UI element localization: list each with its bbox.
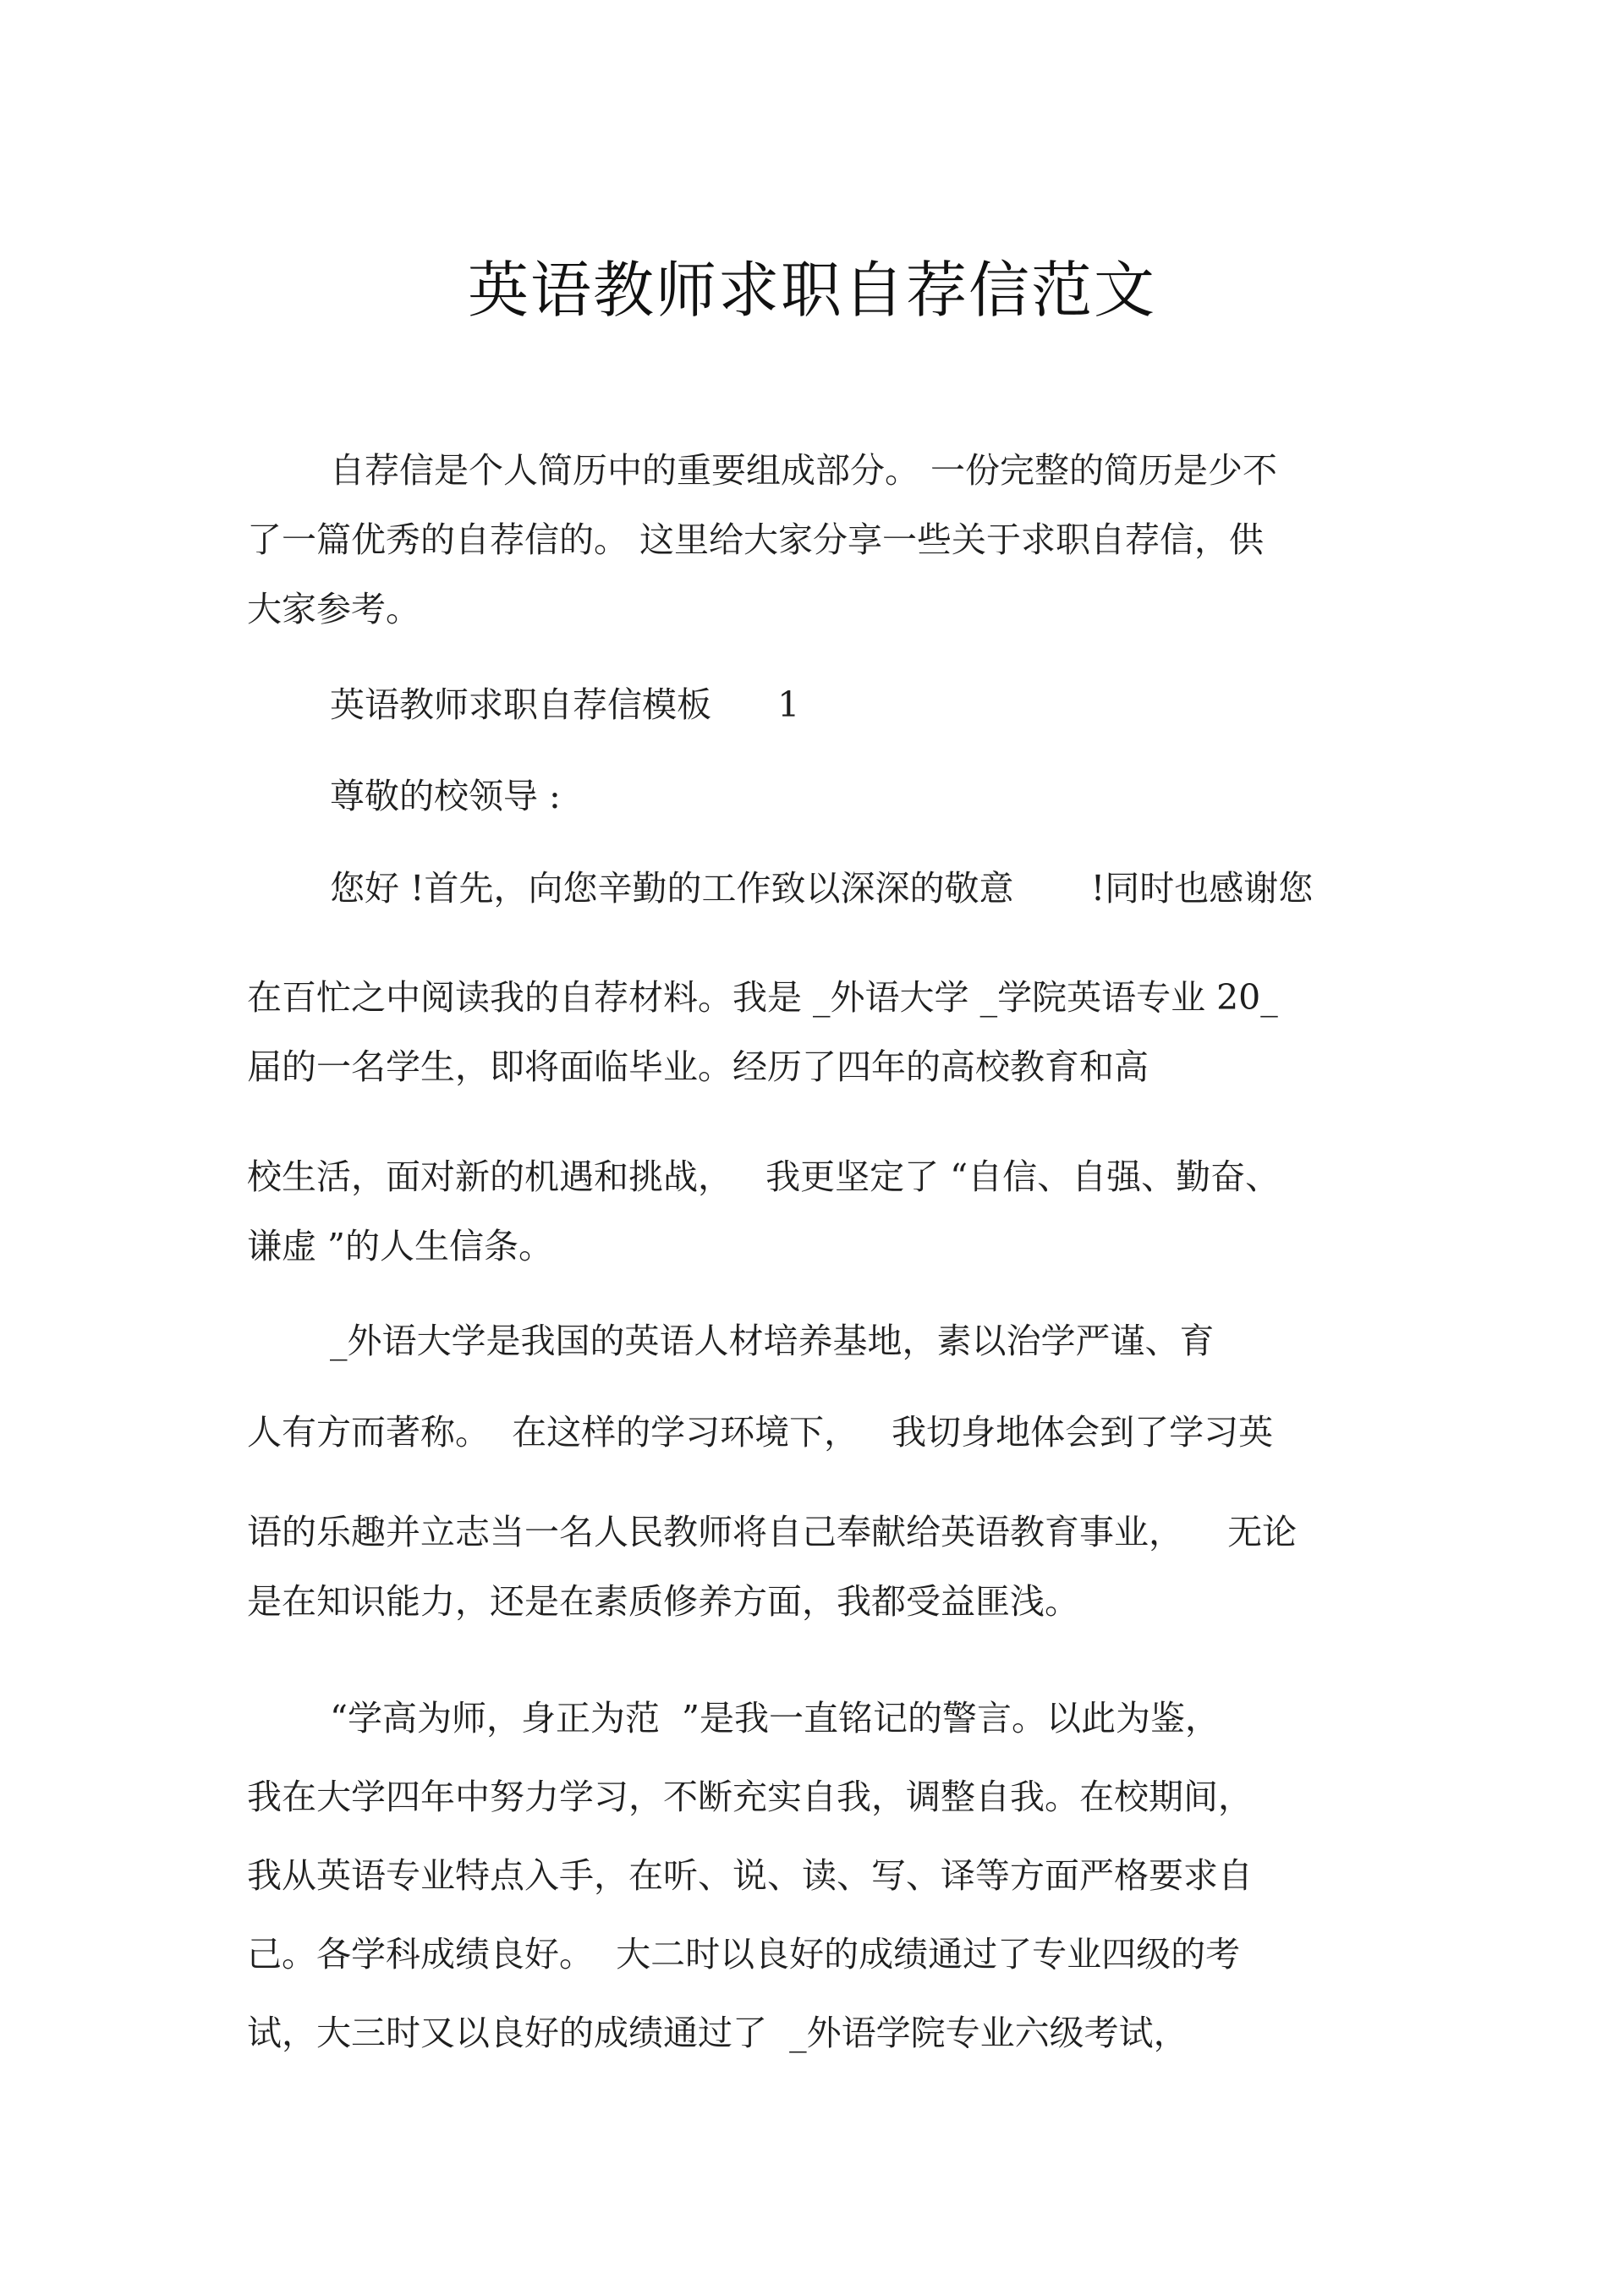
section-heading: 英语教师求职自荐信模板 1: [330, 684, 800, 725]
paragraph-line: 谦虚 ”的人生信条。: [247, 1226, 553, 1266]
paragraph-line: 我在大学四年中努力学习，不断充实自我，调整自我。在校期间，: [247, 1777, 1253, 1817]
paragraph-line: “学高为师，身正为范 ”是我一直铭记的警言。以此为鉴，: [330, 1698, 1220, 1738]
document-title: 英语教师求职自荐信范文: [467, 255, 1156, 326]
paragraph-line: 校生活，面对新的机遇和挑战， 我更坚定了 “自信、自强、勤奋、: [247, 1156, 1281, 1197]
paragraph-line: 大家参考。: [247, 589, 420, 629]
paragraph-line: 了一篇优秀的自荐信的。 这里给大家分享一些关于求职自荐信，供: [247, 519, 1265, 560]
paragraph-line: 自荐信是个人简历中的重要组成部分。 一份完整的简历是少不: [330, 450, 1278, 491]
paragraph-line: 己。各学科成绩良好。 大二时以良好的成绩通过了专业四级的考: [247, 1934, 1241, 1975]
paragraph-line: 您好 !首先，向您辛勤的工作致以深深的敬意 !同时也感谢您: [330, 868, 1314, 909]
paragraph-line: 届的一名学生，即将面临毕业。经历了四年的高校教育和高: [247, 1046, 1149, 1087]
paragraph-line: 语的乐趣并立志当一名人民教师将自己奉献给英语教育事业， 无论: [247, 1512, 1298, 1552]
salutation: 尊敬的校领导 :: [330, 776, 561, 816]
paragraph-line: 试，大三时又以良好的成绩通过了 _外语学院专业六级考试，: [247, 2013, 1188, 2053]
paragraph-line: 在百忙之中阅读我的自荐材料。我是 _外语大学 _学院英语专业 20_: [247, 977, 1278, 1018]
paragraph-line: 我从英语专业特点入手，在听、说、读、写、译等方面严格要求自: [247, 1855, 1253, 1896]
paragraph-line: _外语大学是我国的英语人材培养基地，素以治学严谨、育: [330, 1321, 1215, 1361]
paragraph-line: 人有方而著称。 在这样的学习环境下， 我切身地体会到了学习英: [247, 1412, 1274, 1453]
paragraph-line: 是在知识能力，还是在素质修养方面，我都受益匪浅。: [247, 1581, 1079, 1622]
